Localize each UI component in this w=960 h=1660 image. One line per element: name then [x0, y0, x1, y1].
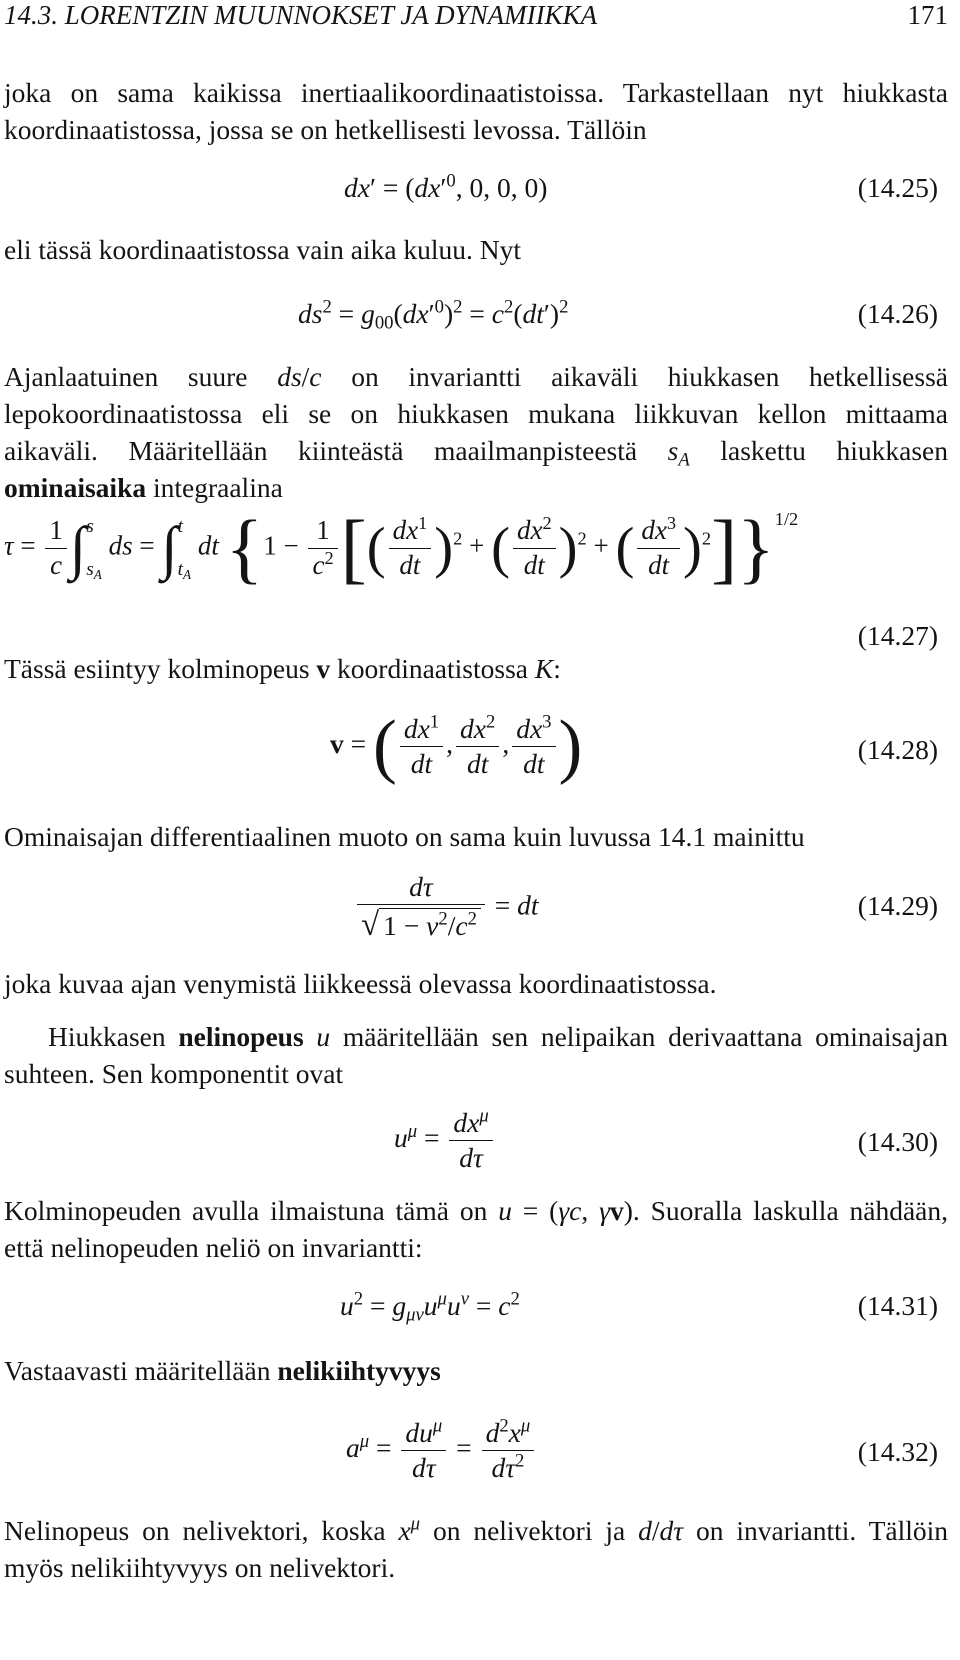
fraction: $\frac{dx^1}{dt}$	[389, 514, 432, 583]
running-header	[4, 0, 952, 30]
equation-14-30-body: $u^\mu$ = $\frac{dx^\mu}{d\tau}$	[394, 1106, 496, 1176]
paragraph-7-text-b: määritellään sen nelipaikan derivaattana ominaisajan suhteen. Sen komponentit ovat	[4, 1021, 949, 1089]
paragraph-8-text-a: Kolminopeuden avulla ilmaistuna tämä on	[4, 1195, 488, 1226]
equation-number: (14.30)	[857, 1126, 938, 1157]
fraction: $\frac{dx^3}{dt}$	[512, 712, 555, 782]
page-number: 171	[907, 0, 948, 30]
paragraph-8: Kolminopeuden avulla ilmaistuna tämä on u = (γc, γv). Suoralla laskulla nähdään, että nelinopeuden neliö on invariantti:	[4, 1195, 948, 1263]
fraction: $\frac{1}{c^2}$	[308, 514, 337, 583]
equation-number: (14.32)	[857, 1436, 938, 1467]
equation-14-31	[0, 1286, 950, 1330]
paragraph-2-text: eli tässä koordinaatistossa vain aika kuluu. Nyt	[4, 234, 522, 265]
paragraph-5	[4, 818, 948, 855]
equation-14-28-body: v = ( $\frac{dx^1}{dt}$ , $\frac{dx^2}{dt}$ , $\frac{dx^3}{dt}$ )	[330, 706, 583, 786]
equation-14-25	[0, 168, 950, 212]
equation-14-27-body: τ = $\frac{1}{c}$ ∫ s $s_A$ ds = ∫ t $t_A$ dt {1 − $\frac{1}{c^2}$ [( $\frac{dx^1}{dt}$ )$^2$ + ( $\frac{dx^2}{dt}$ )$^2$ + ( $\frac{dx^3}{dt}$ )$^2$]}$^{1/2}$	[4, 503, 799, 591]
equation-number: (14.29)	[857, 890, 938, 921]
equation-14-30	[0, 1104, 950, 1184]
section-title: 14.3. LORENTZIN MUUNNOKSET JA DYNAMIIKKA	[4, 0, 598, 30]
equation-14-26-body: $ds^2 = g_{00}(dx'^0)^2 = c^2(dt')^2$	[298, 296, 569, 334]
paragraph-3-text-c: laskettu hiukkasen	[720, 435, 948, 466]
paragraph-4-text-b: koordinaatistossa	[337, 653, 528, 684]
equation-14-25-body: $dx' = (dx'^0$, 0, 0, 0)	[344, 170, 548, 203]
fraction: $\frac{du^\mu}{d\tau}$	[401, 1416, 446, 1486]
paragraph-3-text-d: integraalina	[153, 472, 283, 503]
fraction: $\frac{dx^2}{dt}$	[513, 514, 556, 583]
paragraph-8-text-b: . Suoralla laskulla nähdään, että nelinopeuden neliö on invariantti:	[4, 1195, 948, 1263]
equation-14-27	[0, 503, 950, 651]
paragraph-1-text: joka on sama kaikissa inertiaalikoordinaatistoissa. Tarkastellaan nyt hiukkasta koordinaatistossa, jossa se on hetkellisesti levossa. Tällöin	[4, 77, 948, 145]
equation-14-31-body: $u^2 = g_{\mu\nu}u^\mu u^\nu = c^2$	[340, 1288, 520, 1326]
fraction: $\frac{1}{c}$	[45, 514, 67, 583]
term-nelikiihtyvyys: nelikiihtyvyys	[277, 1355, 441, 1386]
term-nelinopeus: nelinopeus	[178, 1021, 304, 1052]
paragraph-1	[4, 74, 948, 148]
paragraph-10-text-c: on invariantti. Tällöin myös nelikiihtyvyys on nelivektori.	[4, 1515, 949, 1583]
equation-number: (14.26)	[857, 298, 938, 329]
paragraph-10-text-b: on nelivektori ja	[432, 1515, 626, 1546]
paragraph-4-text-a: Tässä esiintyy kolminopeus	[4, 653, 310, 684]
equation-14-32	[0, 1414, 950, 1494]
paragraph-6	[4, 965, 948, 1002]
equation-number: (14.31)	[857, 1290, 938, 1321]
equation-14-29	[0, 868, 950, 968]
paragraph-10: Nelinopeus on nelivektori, koska $x^\mu$ on nelivektori ja d/dτ on invariantti. Tällöin myös nelikiihtyvyys on nelivektori.	[4, 1513, 949, 1583]
paragraph-4: Tässä esiintyy kolminopeus v koordinaatistossa K:	[4, 653, 561, 684]
paragraph-7-text-a: Hiukkasen	[48, 1021, 166, 1052]
paragraph-3-text-a: Ajanlaatuinen suure	[4, 361, 248, 392]
paragraph-6-text: joka kuvaa ajan venymistä liikkeessä olevassa koordinaatistossa.	[4, 968, 717, 999]
paragraph-2	[4, 231, 948, 268]
paragraph-10-text-a: Nelinopeus on nelivektori, koska	[4, 1515, 386, 1546]
equation-14-28	[0, 706, 950, 800]
paragraph-5-text: Ominaisajan differentiaalinen muoto on sama kuin luvussa 14.1 mainittu	[4, 821, 805, 852]
equation-number: (14.25)	[857, 172, 938, 203]
fraction: $\frac{dx^2}{dt}$	[456, 712, 499, 782]
fraction: $\frac{dx^1}{dt}$	[400, 712, 443, 782]
paragraph-3: Ajanlaatuinen suure ds/c on invariantti aikaväli hiukkasen hetkellisessä lepokoordinaatistossa eli se on hiukkasen mukana liikkuvan kellon mittaama aikaväli. Määritellään kiinteästä maailmanpisteestä $s_A$ laskettu hiukkasen ominaisaika integraalina	[4, 361, 948, 503]
paragraph-7: Hiukkasen nelinopeus u määritellään sen nelipaikan derivaattana ominaisajan suhteen. Sen komponentit ovat	[4, 1021, 949, 1089]
paragraph-9	[4, 1352, 948, 1389]
paragraph-9-text-a: Vastaavasti määritellään	[4, 1355, 271, 1386]
term-ominaisaika: ominaisaika	[4, 472, 147, 503]
fraction: $\frac{dx^\mu}{d\tau}$	[449, 1106, 492, 1176]
paragraph-3-text-b: on invariantti aikaväli hiukkasen hetkellisessä lepokoordinaatistossa eli se on hiukkasen mukana liikkuvan kellon mittaama aikaväli. Määritellään kiinteästä maailmanpisteestä	[4, 361, 948, 466]
equation-14-29-body: $\frac{d\tau}{√ 1 - v^2/c^2}$ = dt	[354, 870, 539, 947]
equation-number: (14.28)	[857, 734, 938, 765]
equation-14-26	[0, 294, 950, 338]
equation-14-32-body: $a^\mu$ = $\frac{du^\mu}{d\tau}$ = $\frac{d^2x^\mu}{d\tau^2}$	[346, 1416, 537, 1486]
equation-number: (14.27)	[857, 620, 938, 651]
fraction: $\frac{d^2x^\mu}{d\tau^2}$	[482, 1416, 535, 1486]
fraction: $\frac{dx^3}{dt}$	[637, 514, 680, 583]
fraction: $\frac{d\tau}{√ 1 - v^2/c^2}$	[357, 870, 485, 947]
